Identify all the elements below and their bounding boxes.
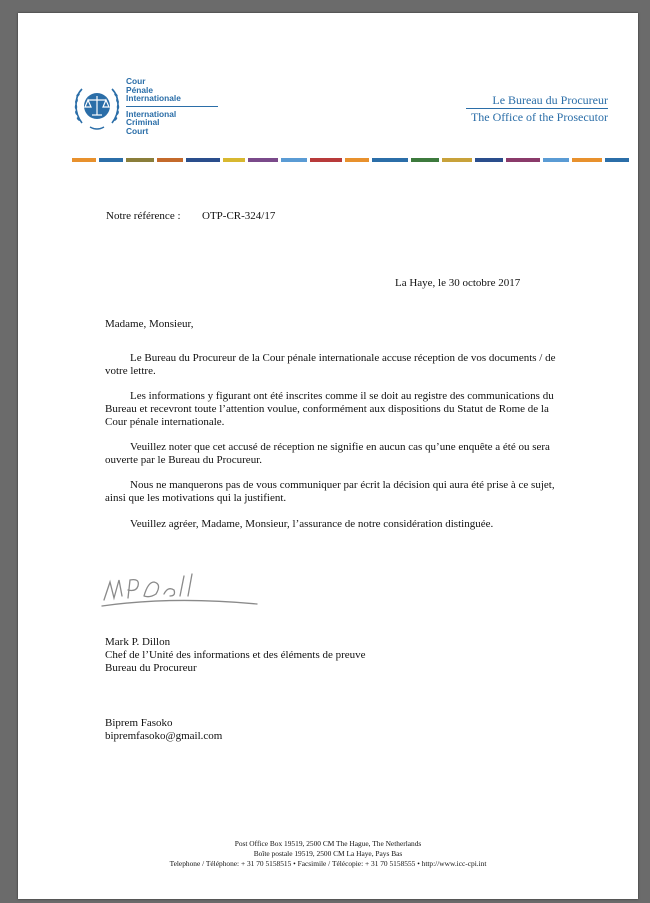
handwritten-signature: [92, 568, 262, 618]
footer-contact: Telephone / Téléphone: + 31 70 5158515 • Facsimile / Télécopie: + 31 70 5158555 • http://www.icc-cpi.int: [169, 859, 487, 868]
reference-label: Notre référence :: [106, 210, 181, 222]
office-name-fr: Le Bureau du Procureur: [492, 93, 608, 107]
signer-name: Mark P. Dillon: [105, 636, 171, 648]
signer-office: Bureau du Procureur: [105, 662, 197, 674]
date-line: La Haye, le 30 octobre 2017: [395, 277, 521, 289]
court-name-fr-line-1: Cour: [126, 76, 146, 86]
footer-address-en: Post Office Box 19519, 2500 CM The Hague, The Netherlands: [234, 839, 422, 848]
color-bar-segment: [126, 158, 154, 162]
letter-footer: [18, 839, 638, 869]
body-paragraph: Veuillez agréer, Madame, Monsieur, l’assurance de notre considération distinguée.: [130, 518, 494, 530]
body-paragraph: Veuillez noter que cet accusé de réception ne signifie en aucun cas qu’une enquête a été ou sera ouverte par le Bureau du Procureur.: [105, 441, 550, 466]
color-bar-segment: [99, 158, 123, 162]
icc-emblem-logo: [72, 81, 122, 135]
court-name-divider: [126, 106, 218, 107]
letterhead-color-bar: [72, 158, 610, 162]
footer-address-fr: Boîte postale 19519, 2500 CM La Haye, Pays Bas: [253, 849, 403, 858]
signer-title: Chef de l’Unité des informations et des éléments de preuve: [105, 649, 366, 661]
color-bar-segment: [543, 158, 569, 162]
letter-page: [18, 13, 638, 899]
color-bar-segment: [372, 158, 408, 162]
court-name-en-line-3: Court: [126, 125, 149, 136]
court-name-fr-line-2: Pénale: [126, 84, 154, 95]
color-bar-segment: [72, 158, 96, 162]
court-name-block: [126, 77, 218, 136]
color-bar-segment: [605, 158, 629, 162]
signer-block: [105, 636, 366, 675]
color-bar-segment: [310, 158, 342, 162]
color-bar-segment: [186, 158, 220, 162]
color-bar-segment: [281, 158, 307, 162]
office-name-en: The Office of the Prosecutor: [470, 110, 608, 124]
recipient-block: [105, 717, 222, 743]
color-bar-segment: [248, 158, 278, 162]
office-name-divider: [466, 108, 608, 109]
color-bar-segment: [475, 158, 503, 162]
body-paragraph: Le Bureau du Procureur de la Cour pénale internationale accuse réception de vos documents / de votre lettre.: [105, 352, 556, 377]
reference-line: [106, 210, 275, 223]
body-paragraph: Les informations y figurant ont été inscrites comme il se doit au registre des communications du Bureau et recevront toute l’attention voulue, conformément aux dispositions du Statut de Rome de la Cour pénale internationale.: [105, 390, 554, 428]
color-bar-segment: [572, 158, 602, 162]
court-name-en-line-1: International: [126, 108, 177, 119]
body-paragraph: Nous ne manquerons pas de vous communiquer par écrit la décision qui aura été prise à ce sujet, ainsi que les motivations qui la justifient.: [105, 479, 555, 504]
salutation: Madame, Monsieur,: [105, 318, 194, 330]
court-name-fr-line-3: Internationale: [126, 93, 181, 104]
color-bar-segment: [157, 158, 183, 162]
court-name-en-line-2: Criminal: [126, 117, 160, 128]
color-bar-segment: [442, 158, 472, 162]
reference-value: OTP-CR-324/17: [202, 210, 276, 222]
color-bar-segment: [345, 158, 369, 162]
color-bar-segment: [411, 158, 439, 162]
color-bar-segment: [223, 158, 245, 162]
recipient-email: bipremfasoko@gmail.com: [105, 730, 223, 742]
office-name-block: [466, 93, 608, 124]
recipient-name: Biprem Fasoko: [105, 717, 173, 729]
color-bar-segment: [506, 158, 540, 162]
